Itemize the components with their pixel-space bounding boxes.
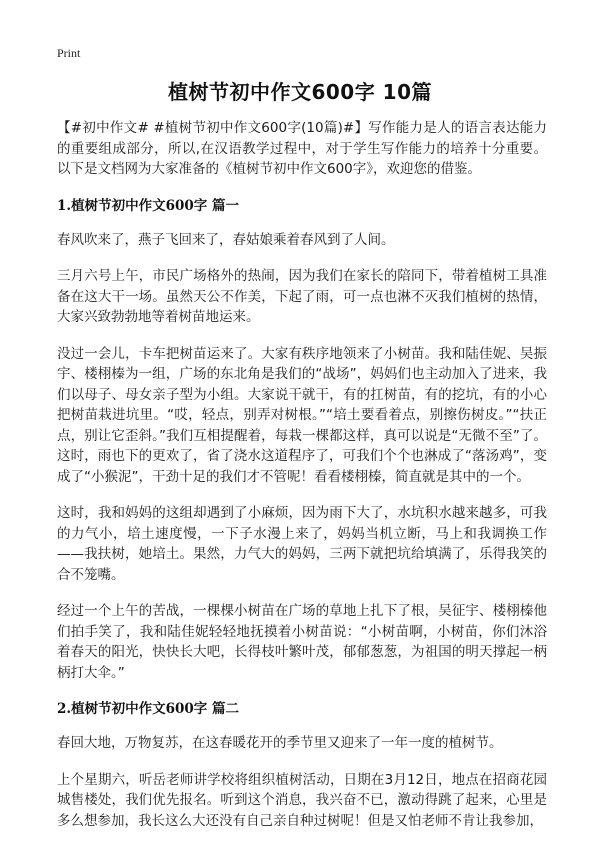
section-1-paragraph: 这时，我和妈妈的这组却遇到了小麻烦，因为雨下大了，水坑积水越来越多，可我的力气小，培土速度慢，一下子水漫上来了，妈妈当机立断，马上和我调换工作——我扶树，她培土。果然，力气大的妈妈，三两下就把坑给填满了，乐得我笑的合不笼嘴。: [57, 505, 547, 583]
print-label[interactable]: Print: [57, 46, 81, 60]
page-title: 植树节初中作文600字 10篇: [167, 80, 433, 104]
intro-paragraph: 【#初中作文# #植树节初中作文600字(10篇)#】写作能力是人的语言表达能力的重要组成部分，所以,在汉语教学过程中，对于学生写作能力的培养十分重要。以下是文档网为大家准备的《植树节初中作文600字》，欢迎您的借鉴。: [57, 120, 547, 177]
section-2-paragraph: 春回大地，万物复苏，在这春暖花开的季节里又迎来了一年一度的植树节。: [57, 735, 503, 751]
section-1-paragraph: 春风吹来了，燕子飞回来了，春姑娘乘着春风到了人间。: [57, 231, 395, 248]
section-1-paragraph: 经过一个上午的苦战，一棵棵小树苗在广场的草地上扎下了根，吴征宇、楼栩榛他们拍手笑了，我和陆佳妮轻轻地抚摸着小树苗说：“小树苗啊，小树苗，你们沐浴着春天的阳光，快快长大吧，长得枝叶繁叶茂，郁郁葱葱，为祖国的明天撑起一柄柄打大伞。”: [57, 603, 547, 681]
section-1-paragraph: 三月六号上午，市民广场格外的热闹，因为我们在家长的陪同下，带着植树工具准备在这大干一场。虽然天公不作美，下起了雨，可一点也淋不灭我们植树的热情，大家兴致勃勃地等着树苗地运来。: [57, 268, 547, 325]
section-1-paragraph: 没过一会儿，卡车把树苗运来了。大家有秩序地领来了小树苗。我和陆佳妮、吴振宇、楼栩榛为一组，广场的东北角是我们的“战场”，妈妈们也主动加入了进来，我们以母子、母女亲子型为小组。大家说干就干，有的扛树苗，有的挖坑，有的小心把树苗栽进坑里。“哎，轻点，别弄对树根。”“培土要看着点，别擦伤树皮。”“扶正点，别让它歪斜。”我们互相提醒着，每栽一棵都这样，真可以说是“无微不至”了。这时，雨也下的更欢了，省了浇水这道程序了，可我们个个也淋成了“落汤鸡”，变成了“小猴泥”，干劲十足的我们才不管呢！看看楼栩榛，简直就是其中的一个。: [57, 345, 547, 485]
section-2-paragraph: 上个星期六，听岳老师讲学校将组织植树活动，日期在3月12日，地点在招商花园城售楼处，我们优先报名。听到这个消息，我兴奋不已，激动得跳了起来，心里是多么想参加，我长这么大还没有自己亲自种过树呢！但是又怕老师不肯让我参加，: [57, 771, 547, 829]
section-heading-1: 1.植树节初中作文600字 篇一: [57, 197, 239, 214]
article-body: [57, 118, 547, 847]
section-heading-2: 2.植树节初中作文600字 篇二: [57, 701, 239, 717]
